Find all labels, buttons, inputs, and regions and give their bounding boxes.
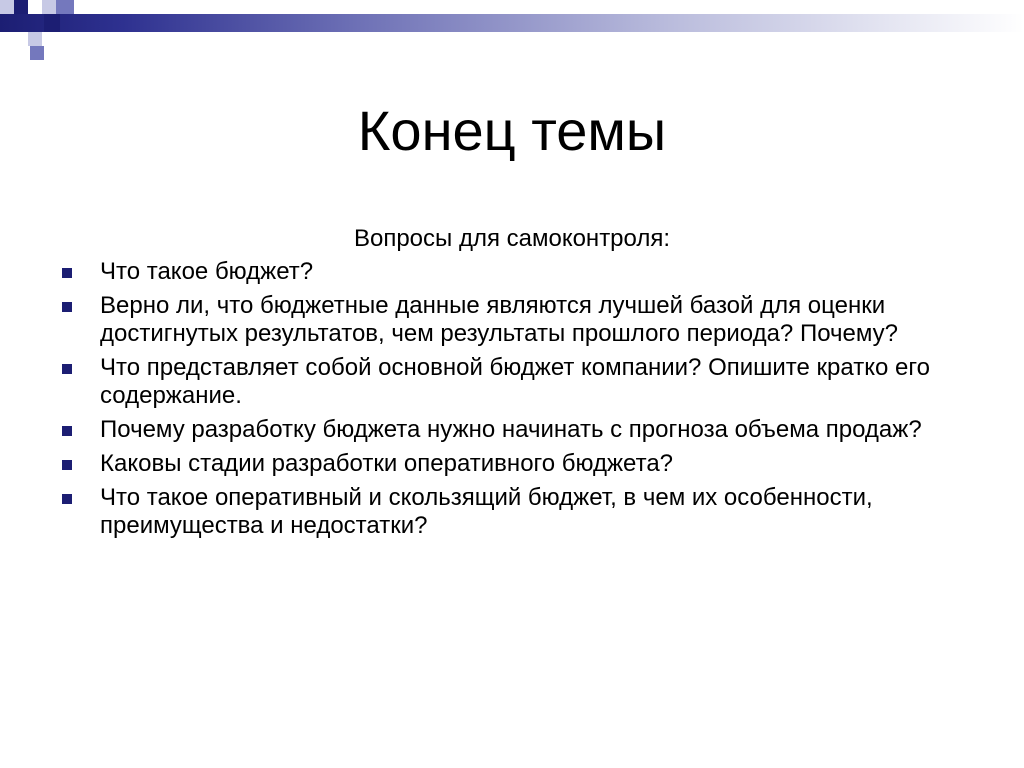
header-gradient-bar bbox=[0, 14, 1024, 32]
question-text: Верно ли, что бюджетные данные являются лучшей базой для оценки достигнутых результатов, чем результаты прошлого периода? Почему? bbox=[100, 292, 898, 347]
question-text: Что такое бюджет? bbox=[100, 258, 314, 285]
questions-heading: Вопросы для самоконтроля: bbox=[353, 225, 671, 252]
decorative-square bbox=[0, 0, 14, 14]
decorative-square bbox=[28, 32, 42, 46]
decorative-square bbox=[30, 46, 44, 60]
square-bullet-icon bbox=[62, 494, 72, 504]
questions-list bbox=[62, 258, 962, 546]
decorative-square bbox=[56, 0, 74, 14]
square-bullet-icon bbox=[62, 364, 72, 374]
question-text: Что представляет собой основной бюджет компании? Опишите кратко его содержание. bbox=[100, 354, 930, 409]
list-item bbox=[62, 484, 962, 540]
square-bullet-icon bbox=[62, 302, 72, 312]
question-text: Каковы стадии разработки оперативного бюджета? bbox=[100, 450, 674, 477]
list-item bbox=[62, 354, 962, 410]
slide-title: Конец темы bbox=[357, 99, 667, 162]
list-item bbox=[62, 450, 962, 478]
list-item bbox=[62, 416, 962, 444]
list-item bbox=[62, 258, 962, 286]
decorative-square bbox=[42, 0, 56, 14]
list-item bbox=[62, 292, 962, 348]
square-bullet-icon bbox=[62, 426, 72, 436]
square-bullet-icon bbox=[62, 268, 72, 278]
question-text: Почему разработку бюджета нужно начинать с прогноза объема продаж? bbox=[100, 416, 922, 443]
square-bullet-icon bbox=[62, 460, 72, 470]
decorative-square bbox=[14, 0, 28, 14]
question-text: Что такое оперативный и скользящий бюджет, в чем их особенности, преимущества и недостатки? bbox=[100, 484, 873, 539]
decorative-square bbox=[44, 14, 60, 32]
